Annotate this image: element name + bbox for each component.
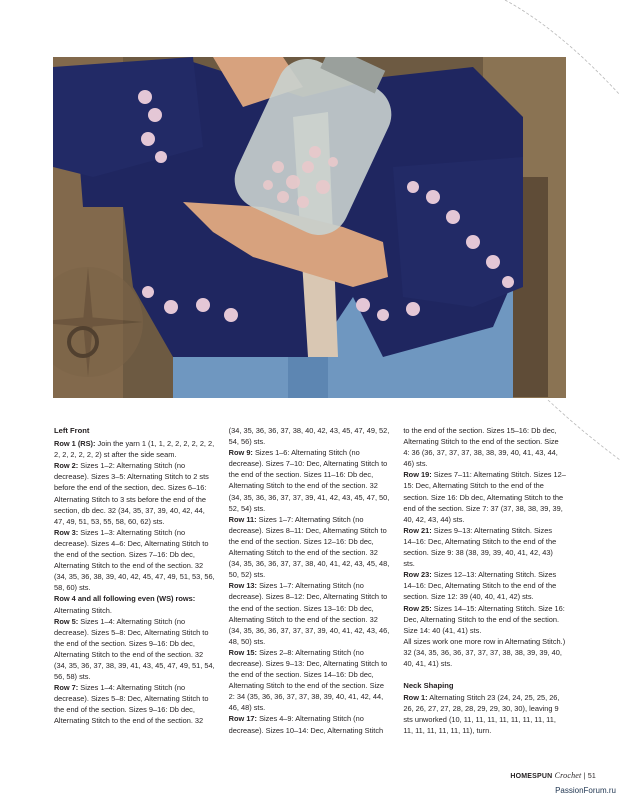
row-label: Row 15: — [228, 647, 258, 657]
row-instructions: Join the yarn 1 (1, 1, 2, 2, 2, 2, 2, 2, 2, 2, 2, 2, 2, 2) st after the side seam. — [54, 439, 215, 460]
pattern-row — [229, 713, 392, 735]
row-instructions: Sizes 9–13: Alternating Stitch. Sizes 14–16: Dec, Alternating Stitch to the end of the section. Size 9: 38 (38, 39, 39, 40, 41, 42, 43) sts. — [403, 525, 557, 569]
row-list — [403, 469, 566, 669]
pattern-row — [403, 525, 566, 569]
row-instructions: Sizes 1–4: Alternating Stitch (no decrease). Sizes 5–8: Dec, Alternating Stitch to the end of the section. Sizes 9–16: Db dec, Alternating Stitch to the end of the section. 32 (34, 35, 36, 37, 38, 39, 41, 43, 45, 47, 49, 51, 54, 56, 58) sts. — [54, 616, 215, 682]
column-middle — [229, 425, 392, 737]
row-list — [403, 692, 566, 736]
row-label: Row 5: — [54, 616, 79, 626]
pattern-text — [54, 425, 566, 737]
pattern-row — [403, 569, 566, 602]
row-label: Row 7: — [54, 683, 79, 693]
pattern-row — [54, 616, 217, 683]
row-instructions: Sizes 1–4: Alternating Stitch (no decrease). Sizes 5–8: Dec, Alternating Stitch to the end of the section. Sizes 9–16: Db dec, Alternating Stitch to the end of the section. 32 — [54, 683, 209, 726]
magazine-brand: HOMESPUN Crochet — [510, 771, 582, 780]
row-label: Row 25: — [403, 603, 432, 613]
row-instructions: Sizes 4–9: Alternating Stitch (no decrease). Sizes 10–14: Dec, Alternating Stitch — [228, 714, 384, 735]
row-label: Row 2: — [54, 461, 79, 471]
row-label: Row 21: — [403, 525, 432, 535]
row-label: Row 1 (RS): — [54, 439, 96, 449]
row-instructions: Sizes 1–6: Alternating Stitch (no decrease). Sizes 7–10: Dec, Alternating Stitch to the end of the section. Sizes 11–16: Db dec, Alternating Stitch to the end of the section. 32 (34, 35, 36, 36, 37, 37, 39, 41, 42, 43, 45, 47, 50, 52, 54) sts. — [228, 448, 390, 513]
pattern-row — [54, 438, 217, 460]
page-number: 51 — [587, 773, 596, 780]
row-instructions: Sizes 12–13: Alternating Stitch. Sizes 14–16: Dec, Alternating Stitch to the end of the section. Size 12: 39 (40, 40, 41, 42) sts. — [403, 570, 557, 602]
row-label: Row 19: — [403, 470, 432, 480]
pattern-row — [229, 447, 392, 514]
column-right — [403, 425, 566, 737]
row-instructions: Sizes 7–11: Alternating Stitch. Sizes 12–15: Dec, Alternating Stitch to the end of the section. Size 16: Db dec, Alternating Stitch to the end of the section. Size 7: 37 (37, 38, 38, 39, 39, 40, 42, 43, 44) sts. — [403, 470, 566, 524]
pattern-row — [54, 460, 217, 527]
row-label: Row 13: — [228, 581, 258, 591]
pattern-row — [229, 580, 392, 647]
continued-text: (34, 35, 36, 36, 37, 38, 40, 42, 43, 45, 47, 49, 52, 54, 56) sts. — [228, 426, 390, 447]
row-label: Row 3: — [54, 527, 79, 537]
cardigan-photo — [53, 57, 566, 398]
row-instructions: Sizes 1–7: Alternating Stitch (no decrease). Sizes 8–12: Dec, Alternating Stitch to the end of the section. Sizes 13–16: Db dec, Alternating Stitch to the end of the section. 32 (34, 35, 36, 36, 37, 37, 37, 39, 40, 41, 42, 43, 46, 48, 50) sts. — [228, 581, 390, 646]
pattern-row — [403, 603, 566, 636]
row-label: Row 23: — [403, 570, 432, 580]
row-list — [54, 438, 217, 726]
pattern-row — [54, 527, 217, 594]
pattern-row — [403, 636, 566, 669]
section-heading: Left Front — [54, 426, 90, 435]
pattern-row — [229, 514, 392, 581]
pattern-row — [229, 647, 392, 714]
row-instructions: Sizes 2–8: Alternating Stitch (no decrease). Sizes 9–13: Dec, Alternating Stitch to the end of the section. Sizes 14–16: Db dec, Alternating Stitch to the end of the section. Size 2: 34 (35, 36, 36, 37, 37, 38, 39, 40, 41, 42, 44, 46, 48) sts. — [228, 647, 388, 713]
row-instructions: All sizes work one more row in Alternating Stitch.) 32 (34, 35, 36, 36, 37, 37, 37, 38, 38, 39, 39, 40, 40, 41, 41) sts. — [403, 636, 566, 668]
row-instructions: Sizes 1–2: Alternating Stitch (no decrease). Sizes 3–5: Alternating Stitch to 2 sts before the end of the section, dec. Sizes 6–16: Alternating Stitch to 3 sts before the end of the section, db dec. 32 (34, 35, 37, 39, 40, 42, 44, 47, 49, 51, 53, 55, 58, 60, 62) sts. — [54, 461, 209, 526]
row-instructions: Alternating Stitch. — [54, 605, 112, 615]
photo-illustration — [53, 57, 566, 398]
row-label: Row 9: — [228, 448, 253, 458]
row-label: Row 4 and all following even (WS) rows: — [54, 594, 196, 604]
row-list — [229, 447, 392, 735]
row-instructions: Sizes 1–3: Alternating Stitch (no decrease). Sizes 4–6: Dec, Alternating Stitch to the end of the section. Sizes 7–16: Db dec, Alternating Stitch to the end of the section. 32 (34, 35, 36, 38, 39, 40, 42, 45, 47, 49, 51, 53, 56, 58, 60) sts. — [54, 527, 215, 593]
pattern-row — [403, 469, 566, 524]
column-left — [54, 425, 217, 737]
page-footer — [510, 771, 596, 780]
row-instructions: Sizes 1–7: Alternating Stitch (no decrease). Sizes 8–11: Dec, Alternating Stitch to the end of the section. Sizes 12–16: Db dec, Alternating Stitch to the end of the section. 32 (34, 35, 36, 36, 37, 37, 38, 40, 41, 42, 43, 45, 48, 50, 52) sts. — [228, 514, 390, 580]
section-heading: Neck Shaping — [403, 681, 454, 691]
watermark: PassionForum.ru — [555, 786, 616, 795]
continued-text: to the end of the section. Sizes 15–16: Db dec, Alternating Stitch to the end of the section. Size 4: 36 (36, 37, 37, 37, 38, 38, 39, 40, 41, 43, 44, 46) sts. — [403, 426, 559, 469]
pattern-row — [54, 593, 217, 615]
footer-separator: | — [583, 773, 586, 780]
pattern-row — [403, 692, 566, 736]
pattern-row — [54, 682, 217, 726]
row-label: Row 11: — [228, 514, 257, 524]
row-instructions: Sizes 14–15: Alternating Stitch. Size 16: Dec, Alternating Stitch to the end of the section. Size 14: 40 (41, 41) sts. — [403, 603, 565, 635]
row-label: Row 1: — [403, 693, 428, 703]
row-label: Row 17: — [228, 714, 258, 724]
row-instructions: Alternating Stitch 23 (24, 24, 25, 25, 26, 26, 26, 27, 27, 28, 28, 29, 29, 30, 30), leaving 9 sts unworked (10, 11, 11, 11, 11, 11, 11, 11, 11, 11, 11, 11, 11, 11, 11), turn. — [403, 693, 560, 736]
